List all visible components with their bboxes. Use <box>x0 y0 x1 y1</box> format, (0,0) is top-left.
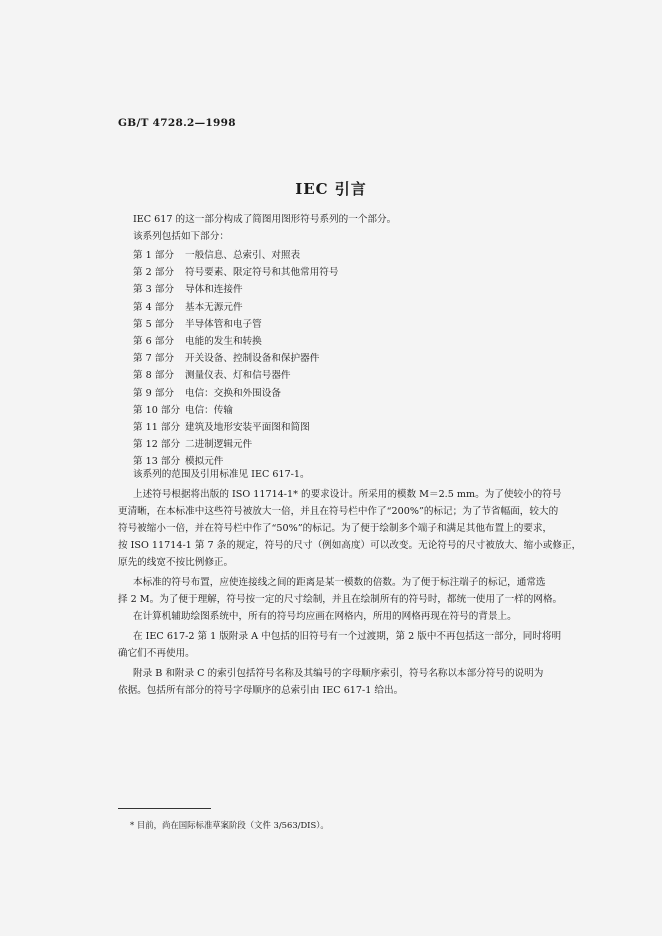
para1-line-4: 按 ISO 11714-1 第 7 条的规定，符号的尺寸（例如高度）可以改变。无论符号的尺寸被放大、缩小或修正， <box>118 540 582 551</box>
part-number: 第 2 部分 <box>133 267 174 279</box>
list-item <box>133 299 339 316</box>
para2-line-2: 择 2 M。为了便于理解，符号按一定的尺寸绘制，并且在绘制所有的符号时，都统一使用了一样的网格。 <box>118 594 563 605</box>
list-item <box>133 316 339 333</box>
part-number: 第 6 部分 <box>133 335 174 347</box>
list-item <box>133 281 339 298</box>
part-title: 电信：交换和外围设备 <box>185 387 281 399</box>
list-item <box>133 367 339 384</box>
list-item <box>133 333 339 350</box>
part-number: 第 12 部分 <box>133 439 181 451</box>
part-title: 一般信息、总索引、对照表 <box>185 250 301 261</box>
list-item <box>133 264 339 281</box>
footnote: * 目前，尚在国际标准草案阶段（文件 3/563/DIS）。 <box>130 820 329 830</box>
para5-line-1: 附录 B 和附录 C 的索引包括符号名称及其编号的字母顺序索引，符号名称以本部分符号的说明为 <box>133 668 544 679</box>
standard-number: GB/T 4728.2—1998 <box>118 117 236 129</box>
scope-line: 该系列的范围及引用标准见 IEC 617-1。 <box>133 469 310 480</box>
intro-line-2: 该系列包括如下部分： <box>133 231 229 242</box>
part-title: 电信：传输 <box>185 404 233 416</box>
list-item <box>133 436 339 453</box>
part-title: 开关设备、控制设备和保护器件 <box>185 353 320 365</box>
para1-line-1: 上述符号根据将出版的 ISO 11714-1* 的要求设计。所采用的模数 M＝2.5 mm。为了使较小的符号 <box>133 489 562 500</box>
part-title: 二进制逻辑元件 <box>185 439 253 451</box>
part-number: 第 13 部分 <box>133 456 181 468</box>
part-title: 导体和连接件 <box>185 284 243 296</box>
part-title: 电能的发生和转换 <box>185 335 262 347</box>
para1-line-5: 原先的线宽不按比例修正。 <box>118 557 234 568</box>
list-item <box>133 350 339 367</box>
part-number: 第 11 部分 <box>133 421 181 433</box>
part-number: 第 7 部分 <box>133 353 174 365</box>
para1-line-3: 符号被缩小一倍，并在符号栏中作了“50%”的标记。为了便于绘制多个端子和满足其他布置上的要求， <box>118 523 553 534</box>
part-number: 第 3 部分 <box>133 284 174 296</box>
part-number: 第 4 部分 <box>133 301 174 313</box>
list-item <box>133 247 339 264</box>
list-item <box>133 419 339 436</box>
part-title: 建筑及地形安装平面图和简图 <box>185 421 310 433</box>
page-title: IEC 引言 <box>295 180 367 198</box>
part-number: 第 1 部分 <box>133 250 174 261</box>
footnote-divider <box>118 808 211 809</box>
parts-list <box>133 247 339 470</box>
intro-line-1: IEC 617 的这一部分构成了简图用图形符号系列的一个部分。 <box>133 214 397 225</box>
list-item <box>133 402 339 419</box>
part-title: 测量仪表、灯和信号器件 <box>185 370 291 382</box>
part-number: 第 8 部分 <box>133 370 174 382</box>
list-item <box>133 385 339 402</box>
para3-line: 在计算机辅助绘图系统中，所有的符号均应画在网格内，所用的网格再现在符号的背景上。 <box>133 611 517 622</box>
para1-line-2: 更清晰，在本标准中这些符号被放大一倍，并且在符号栏中作了“200%”的标记；为了节省幅面，较大的 <box>118 506 559 517</box>
para4-line-2: 确它们不再使用。 <box>118 648 195 659</box>
para2-line-1: 本标准的符号布置，应使连接线之间的距离是某一模数的倍数。为了便于标注端子的标记，通常选 <box>133 577 546 588</box>
part-title: 模拟元件 <box>185 456 224 468</box>
part-title: 符号要素、限定符号和其他常用符号 <box>185 267 339 279</box>
part-number: 第 9 部分 <box>133 387 174 399</box>
part-title: 基本无源元件 <box>185 301 243 313</box>
part-title: 半导体管和电子管 <box>185 318 262 330</box>
part-number: 第 10 部分 <box>133 404 181 416</box>
para4-line-1: 在 IEC 617-2 第 1 版附录 A 中包括的旧符号有一个过渡期，第 2 版中不再包括这一部分，同时将明 <box>133 631 562 642</box>
part-number: 第 5 部分 <box>133 318 174 330</box>
para5-line-2: 依据。包括所有部分的符号字母顺序的总索引由 IEC 617-1 给出。 <box>118 685 404 696</box>
